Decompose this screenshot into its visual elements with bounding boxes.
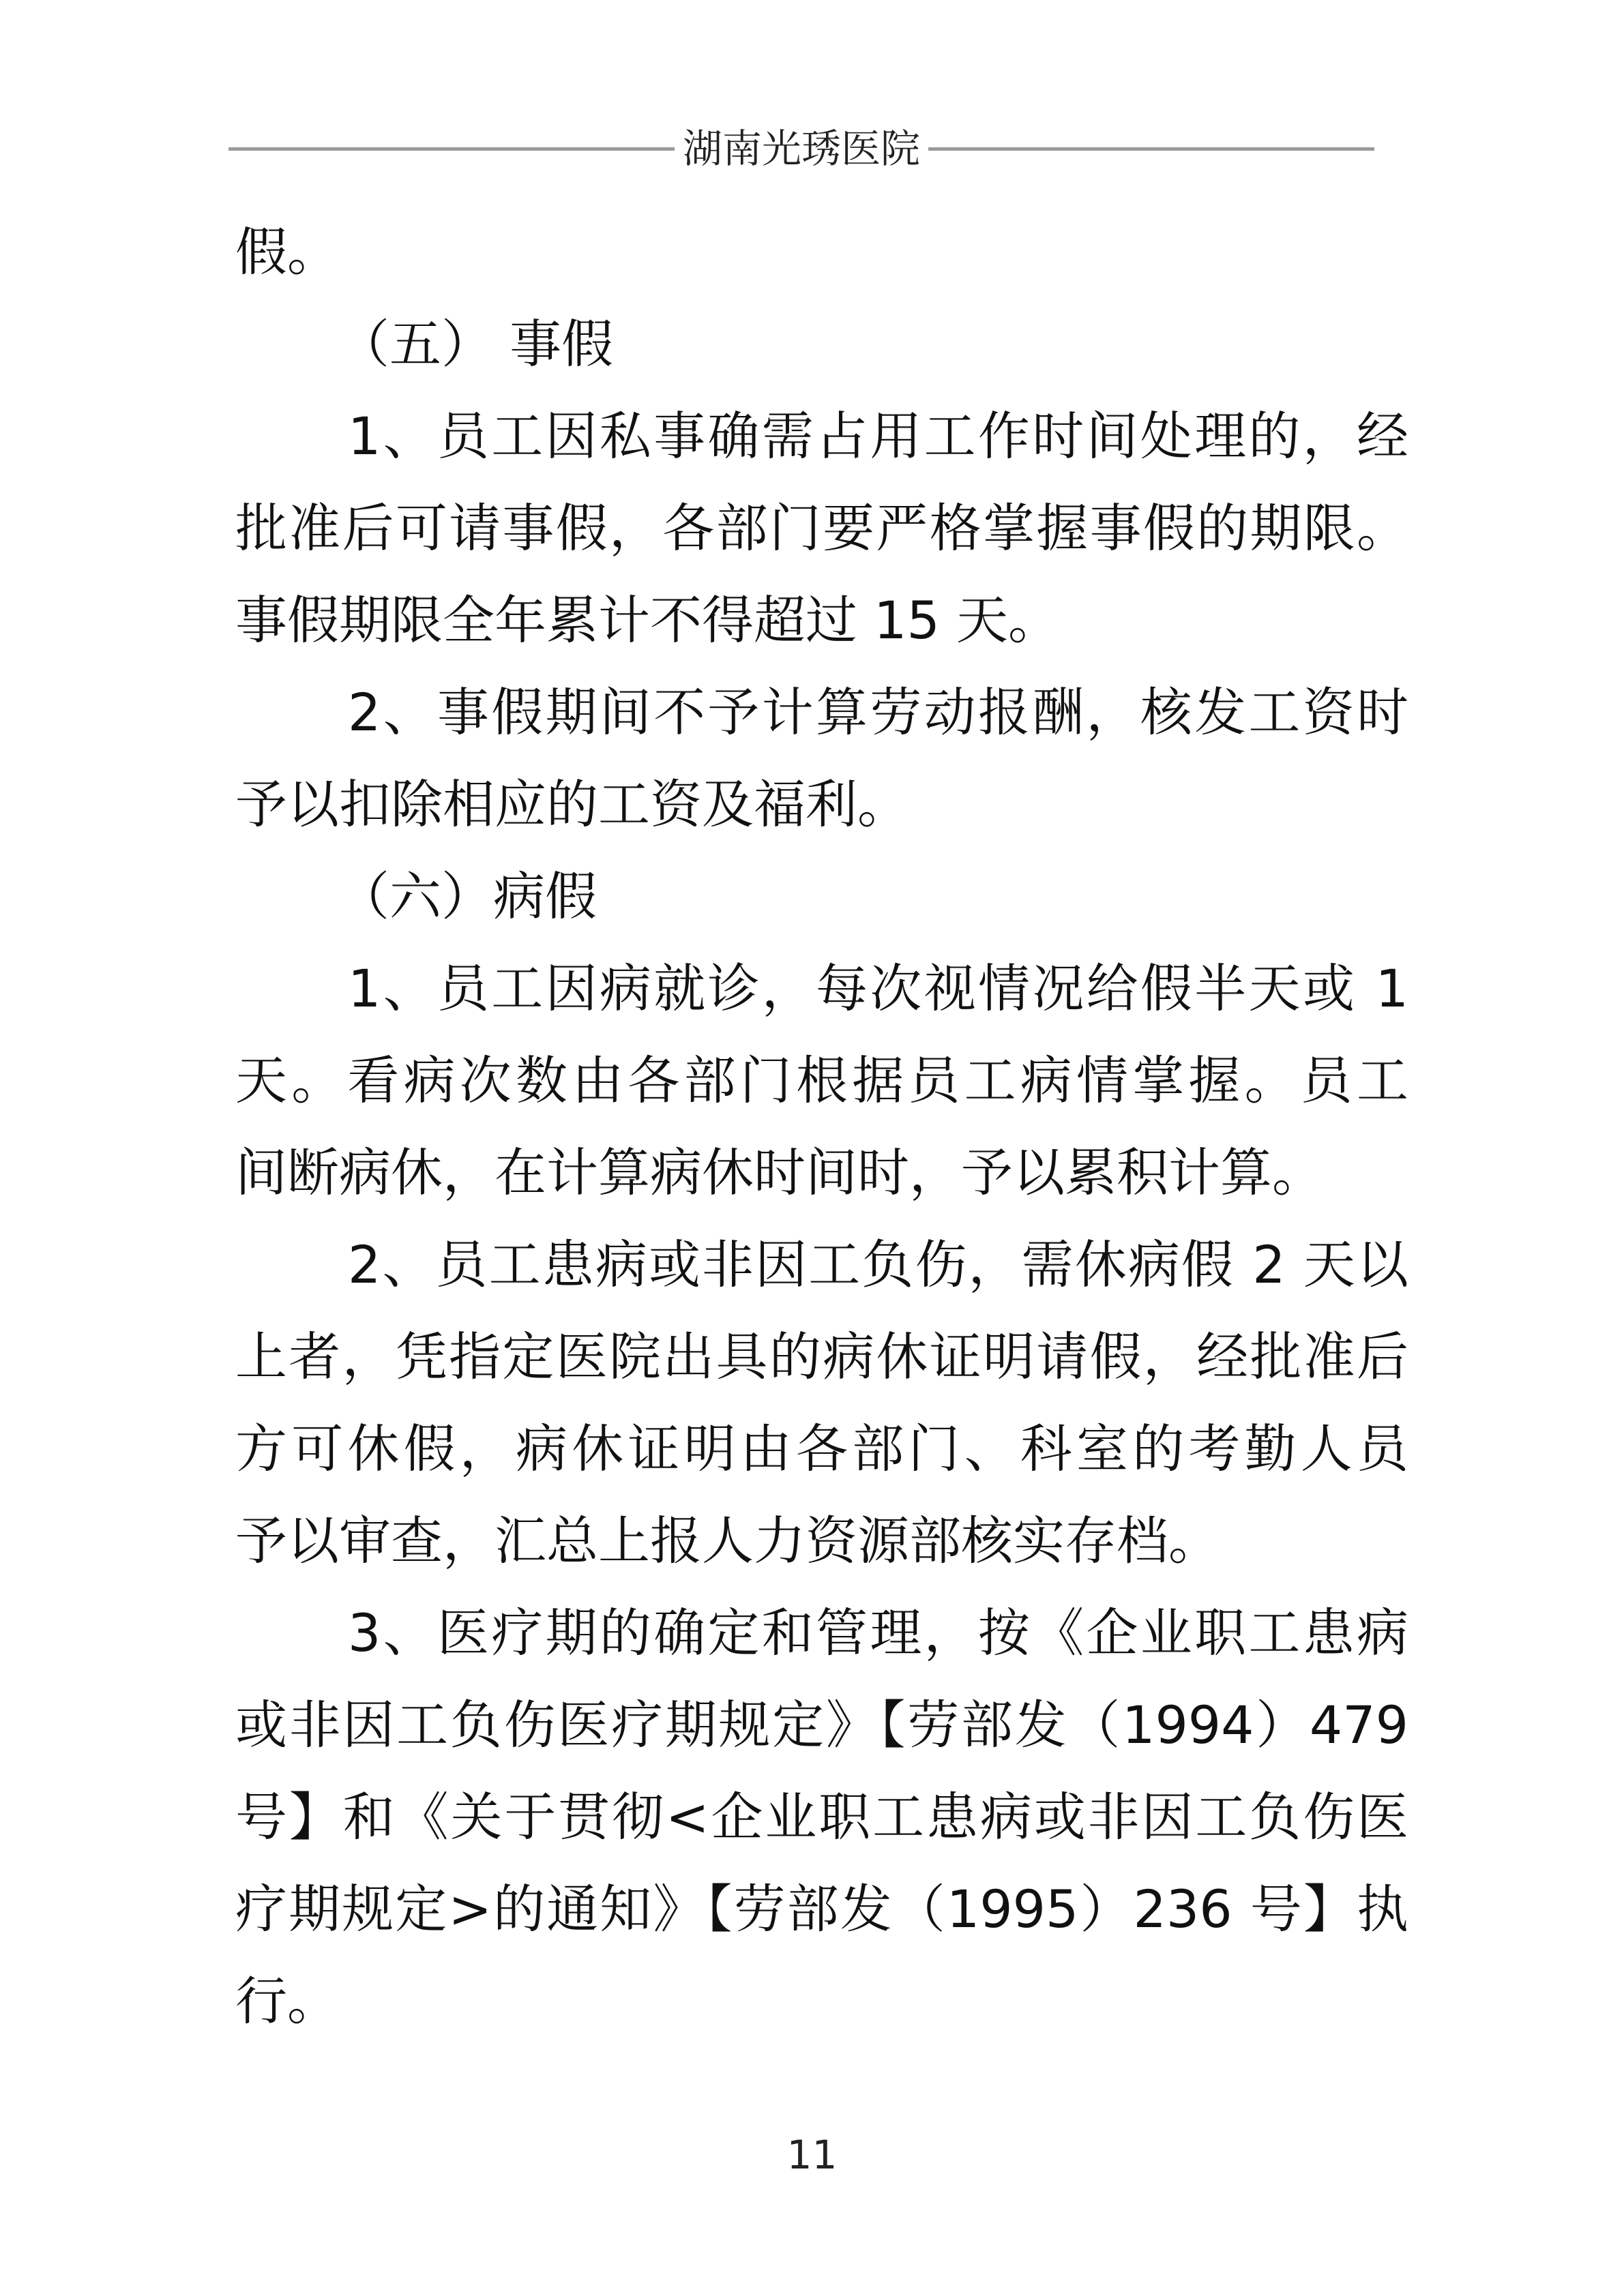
text-line: 天。看病次数由各部门根据员工病情掌握。员工	[235, 1050, 1408, 1111]
text-line: 方可休假，病休证明由各部门、科室的考勤人员	[235, 1418, 1408, 1479]
document-body	[235, 206, 1408, 2047]
text-line: 事假期限全年累计不得超过 15 天。	[235, 590, 1061, 651]
text-line: 1、员工因病就诊，每次视情况给假半天或 1	[348, 958, 1408, 1019]
text-line: 2、事假期间不予计算劳动报酬，核发工资时	[348, 682, 1408, 743]
text-line: 行。	[235, 1971, 339, 2031]
text-line: 上者，凭指定医院出具的病休证明请假，经批准后	[235, 1326, 1408, 1387]
text-line: 2、员工患病或非因工负伤，需休病假 2 天以	[348, 1234, 1408, 1295]
text-line: 或非因工负伤医疗期规定》【劳部发（1994）479	[235, 1695, 1408, 1755]
text-line: 号】和《关于贯彻<企业职工患病或非因工负伤医	[235, 1787, 1408, 1847]
section-heading: （六）病假	[338, 866, 597, 927]
section-heading: （五） 事假	[338, 314, 614, 374]
text-line: 假。	[235, 222, 339, 282]
text-line: 3、医疗期的确定和管理，按《企业职工患病	[348, 1602, 1408, 1663]
text-line: 间断病休，在计算病休时间时，予以累积计算。	[235, 1142, 1324, 1203]
page-header	[228, 115, 1374, 183]
text-line: 疗期规定>的通知》【劳部发（1995）236 号】执	[235, 1879, 1408, 1939]
header-rule-left	[228, 147, 675, 151]
page-number: 11	[786, 2132, 838, 2178]
text-line: 批准后可请事假，各部门要严格掌握事假的期限。	[235, 498, 1408, 558]
text-line: 1、员工因私事确需占用工作时间处理的，经	[348, 406, 1408, 466]
header-rule-right	[928, 147, 1374, 151]
text-line: 予以扣除相应的工资及福利。	[235, 774, 909, 835]
text-line: 予以审查，汇总上报人力资源部核实存档。	[235, 1510, 1220, 1571]
header-title: 湖南光琇医院	[683, 125, 921, 172]
